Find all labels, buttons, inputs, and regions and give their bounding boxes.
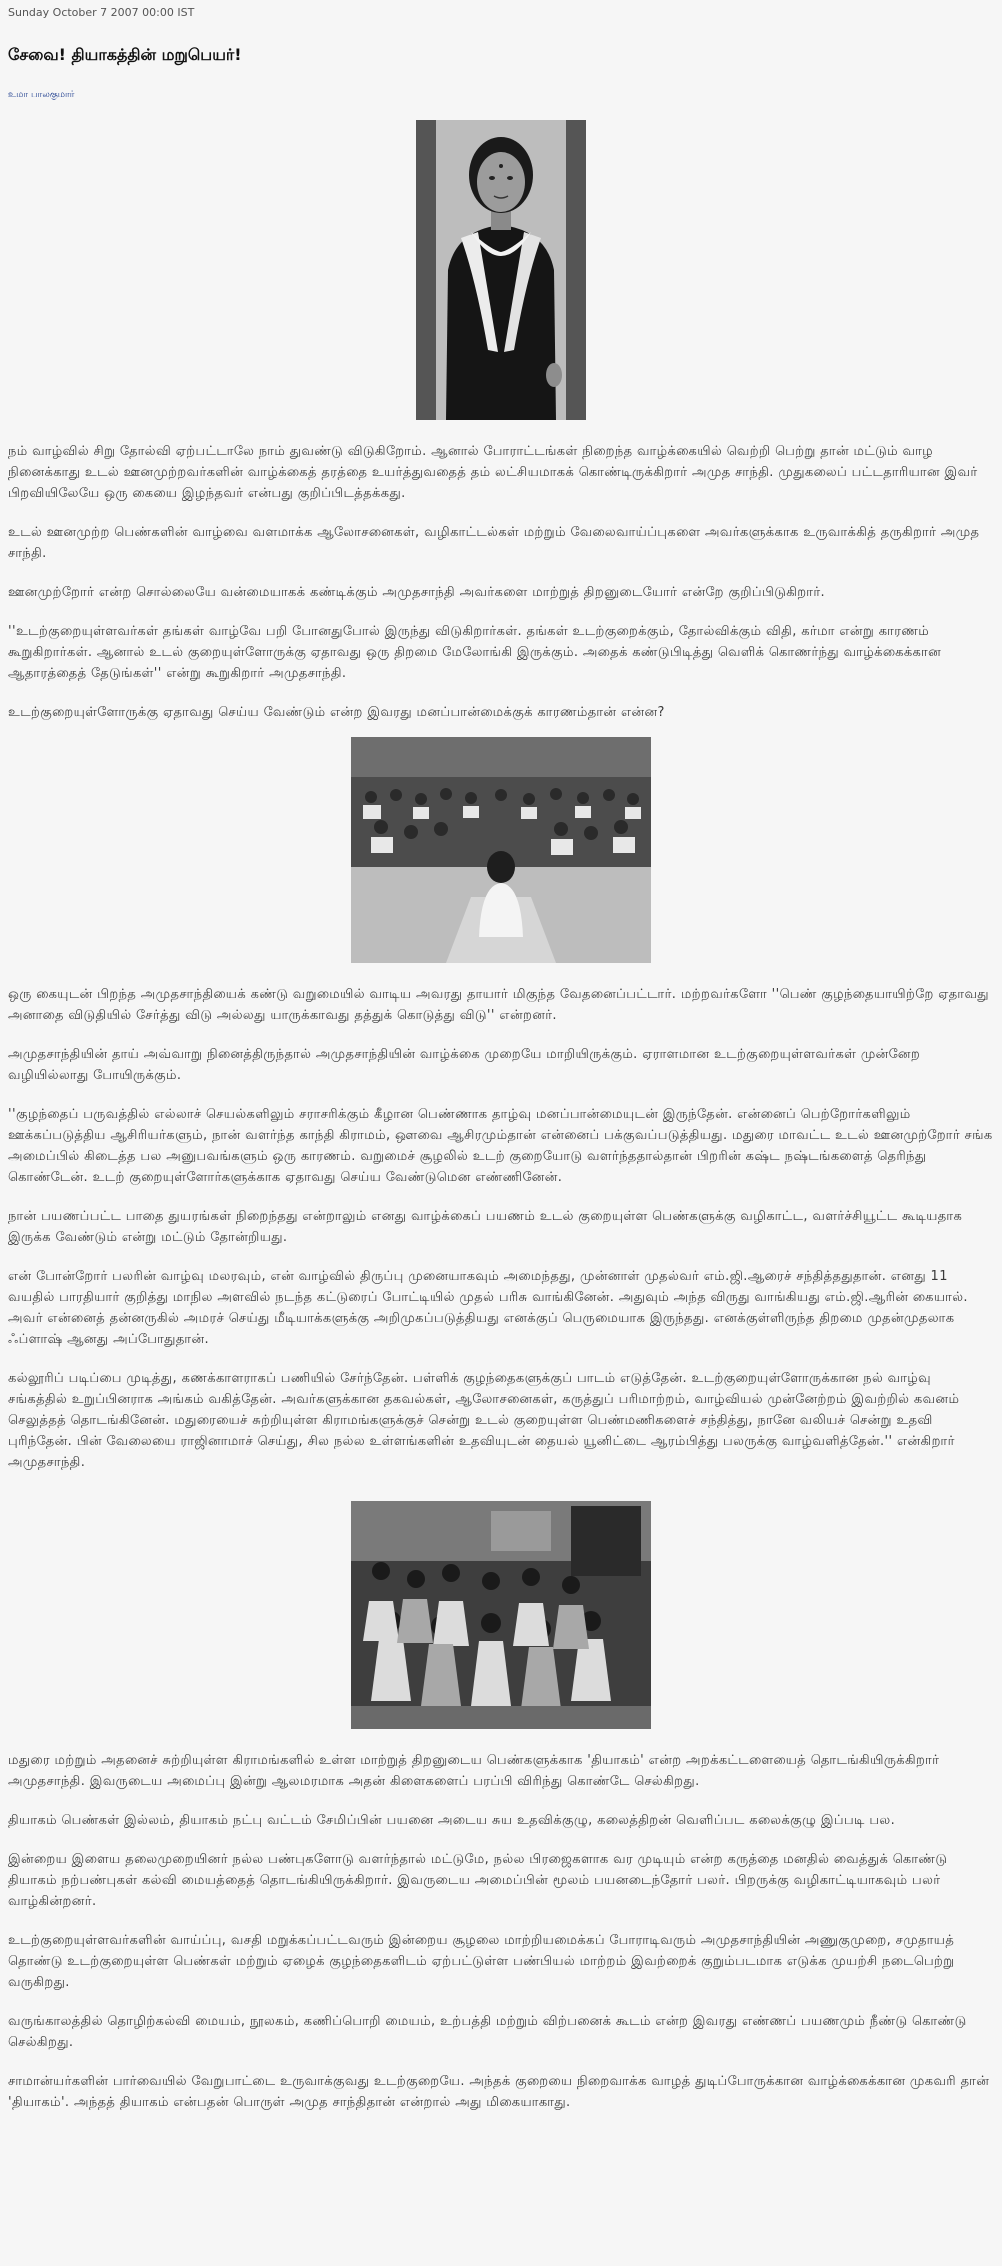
author-link[interactable]: உமா பாலகுமார் xyxy=(8,90,75,100)
women-group-image xyxy=(351,1501,651,1729)
portrait-photo xyxy=(416,120,586,420)
portrait-image xyxy=(416,120,586,420)
paragraph: உடல் ஊனமுற்ற பெண்களின் வாழ்வை வளமாக்க ஆலோசனைகள், வழிகாட்டல்கள் மற்றும் வேலைவாய்ப்புகளை அவர்களுக்காக உருவாக்கித் தருகிறார் அமுத சாந்தி. xyxy=(8,525,980,561)
paragraph: நான் பயணப்பட்ட பாதை துயரங்கள் நிறைந்தது என்றாலும் எனது வாழ்க்கைப் பயணம் உடல் குறையுள்ள பெண்களுக்கு வழிகாட்ட, வளர்ச்சியூட்ட கூடியதாக இருக்க வேண்டும் என்று மட்டும் தோன்றியது. xyxy=(8,1209,963,1245)
article-title: சேவை! தியாகத்தின் மறுபெயர்! xyxy=(8,45,242,64)
paragraph: ஒரு கையுடன் பிறந்த அமுதசாந்தியைக் கண்டு வறுமையில் வாடிய அவரது தாயார் மிகுந்த வேதனைப்பட்டார். மற்றவர்களோ ''பெண் குழந்தையாயிற்றே ஏதாவது அனாதை விடுதியில் சேர்த்து விடு அல்லது யாருக்காவது தத்துக் கொடுத்து விடு'' என்றனர். xyxy=(8,987,989,1023)
paragraph: ''குழந்தைப் பருவத்தில் எல்லாச் செயல்களிலும் சராசரிக்கும் கீழான பெண்ணாக தாழ்வு மனப்பான்மையுடன் இருந்தேன். என்னைப் பெற்றோர்களிலும் ஊக்கப்படுத்திய ஆசிரியர்களும், நான் வளர்ந்த காந்தி கிராமம், ஔவை ஆசிரமும்தான் என்னைப் பக்குவப்படுத்தியது. மதுரை மாவட்ட உடல் ஊனமுற்றோர் சங்க அமைப்பில் கிடைத்த பல அனுபவங்களும் ஒரு காரணம். வறுமைச் சூழலில் உடற் குறையோடு வளர்ந்ததால்தான் பிறரின் கஷ்ட நஷ்டங்களைத் தெரிந்து கொண்டேன். உடற் குறையுள்ளோர்களுக்காக ஏதாவது செய்ய வேண்டுமென எண்ணினேன். xyxy=(8,1107,993,1185)
paragraph: உடற்குறையுள்ளோருக்கு ஏதாவது செய்ய வேண்டும் என்ற இவரது மனப்பான்மைக்குக் காரணம்தான் என்ன? xyxy=(8,705,665,720)
dateline: Sunday October 7 2007 00:00 IST xyxy=(8,6,195,19)
gathering-image xyxy=(351,737,651,963)
paragraph: வருங்காலத்தில் தொழிற்கல்வி மையம், நூலகம், கணிப்பொறி மையம், உற்பத்தி மற்றும் விற்பனைக் கூடம் என்ற இவரது எண்ணப் பயணமும் நீண்டு கொண்டு செல்கிறது. xyxy=(8,2014,967,2050)
paragraph: கல்லூரிப் படிப்பை முடித்து, கணக்காளராகப் பணியில் சேர்ந்தேன். பள்ளிக் குழந்தைகளுக்குப் பாடம் எடுத்தேன். உடற்குறையுள்ளோருக்கான நல் வாழ்வு சங்கத்தில் உறுப்பினராக அங்கம் வகித்தேன். அவர்களுக்கான தகவல்கள், ஆலோசனைகள், கருத்துப் பரிமாற்றம், வாழ்வியல் முன்னேற்றம் இவற்றில் கவனம் செலுத்தத் தொடங்கினேன். மதுரையைச் சுற்றியுள்ள கிராமங்களுக்குச் சென்று உடல் குறையுள்ள பெண்மணிகளைச் சந்தித்து, நானே வலியச் சென்று உதவி புரிந்தேன். பின் வேலையை ராஜினாமாச் செய்து, சில நல்ல உள்ளங்களின் உதவியுடன் தையல் யூனிட்டை ஆரம்பித்து பலருக்கு வாழ்வளித்தேன்.'' என்கிறார் அமுதசாந்தி. xyxy=(8,1371,960,1470)
paragraph: நம் வாழ்வில் சிறு தோல்வி ஏற்பட்டாலே நாம் துவண்டு விடுகிறோம். ஆனால் போராட்டங்கள் நிறைந்த வாழ்க்கையில் வெற்றி பெற்று தான் மட்டும் வாழ நினைக்காது உடல் ஊனமுற்றவர்களின் வாழ்க்கைத் தரத்தை உயர்த்துவதைத் தம் லட்சியமாகக் கொண்டிருக்கிறார் அமுத சாந்தி. முதுகலைப் பட்டதாரியான இவர் பிறவியிலேயே ஒரு கையை இழந்தவர் என்பது குறிப்பிடத்தக்கது. xyxy=(8,444,978,501)
paragraph: தியாகம் பெண்கள் இல்லம், தியாகம் நட்பு வட்டம் சேமிப்பின் பயனை அடைய சுய உதவிக்குழு, கலைத்திறன் வெளிப்பட கலைக்குழு இப்படி பல. xyxy=(8,1813,896,1828)
gathering-photo xyxy=(351,737,651,963)
paragraph: உடற்குறையுள்ளவர்களின் வாய்ப்பு, வசதி மறுக்கப்பட்டவரும் இன்றைய சூழலை மாற்றியமைக்கப் போராடிவரும் அமுதசாந்தியின் அணுகுமுறை, சமுதாயத் தொண்டு உடற்குறையுள்ள பெண்கள் மற்றும் ஏழைக் குழந்தைகளிடம் ஏற்பட்டுள்ள பண்பியல் மாற்றம் இவற்றைக் குறும்படமாக எடுக்க முயற்சி நடைபெற்று வருகிறது. xyxy=(8,1933,955,1990)
paragraph: ஊனமுற்றோர் என்ற சொல்லையே வன்மையாகக் கண்டிக்கும் அமுதசாந்தி அவர்களை மாற்றுத் திறனுடையோர் என்றே குறிப்பிடுகிறார். xyxy=(8,585,826,600)
women-group-photo xyxy=(351,1501,651,1729)
paragraph: என் போன்றோர் பலரின் வாழ்வு மலரவும், என் வாழ்வில் திருப்பு முனையாகவும் அமைந்தது, முன்னாள் முதல்வர் எம்.ஜி.ஆரைச் சந்தித்ததுதான். எனது 11 வயதில் பாரதியார் குறித்து மாநில அளவில் நடந்த கட்டுரைப் போட்டியில் முதல் பரிசு வாங்கினேன். அதுவும் அந்த விருது வாங்கியது எம்.ஜி.ஆரின் கையால். அவர் என்னைத் தன்னருகில் அமரச் செய்து மீடியாக்களுக்கு அறிமுகப்படுத்தியது எனக்குப் பெருமையாக இருந்தது. எனக்குள்ளிருந்த திறமை முதன்முதலாக ஃப்ளாஷ் ஆனது அப்போதுதான். xyxy=(8,1269,968,1347)
paragraph: அமுதசாந்தியின் தாய் அவ்வாறு நினைத்திருந்தால் அமுதசாந்தியின் வாழ்க்கை முறையே மாறியிருக்கும். ஏராளமான உடற்குறையுள்ளவர்கள் முன்னேற வழியில்லாது போயிருக்கும். xyxy=(8,1047,921,1083)
paragraph: மதுரை மற்றும் அதனைச் சுற்றியுள்ள கிராமங்களில் உள்ள மாற்றுத் திறனுடைய பெண்களுக்காக 'தியாகம்' என்ற அறக்கட்டளையைத் தொடங்கியிருக்கிறார் அமுதசாந்தி. இவருடைய அமைப்பு இன்று ஆலமரமாக அதன் கிளைகளைப் பரப்பி விரிந்து கொண்டே செல்கிறது. xyxy=(8,1753,940,1789)
paragraph: சாமான்யர்களின் பார்வையில் வேறுபாட்டை உருவாக்குவது உடற்குறையே. அந்தக் குறையை நிறைவாக்க வாழத் துடிப்போருக்கான வாழ்க்கைக்கான முகவரி தான் 'தியாகம்'. அந்தத் தியாகம் என்பதன் பொருள் அமுத சாந்திதான் என்றால் அது மிகையாகாது. xyxy=(8,2074,990,2110)
paragraph: ''உடற்குறையுள்ளவர்கள் தங்கள் வாழ்வே பறி போனதுபோல் இருந்து விடுகிறார்கள். தங்கள் உடற்குறைக்கும், தோல்விக்கும் விதி, கர்மா என்று காரணம் கூறுகிறார்கள். ஆனால் உடல் குறையுள்ளோருக்கு ஏதாவது ஒரு திறமை மேலோங்கி இருக்கும். அதைக் கண்டுபிடித்து வெளிக் கொணர்ந்து வாழ்க்கைக்கான ஆதாரத்தைத் தேடுங்கள்'' என்று கூறுகிறார் அமுதசாந்தி. xyxy=(8,624,942,681)
paragraph: இன்றைய இளைய தலைமுறையினர் நல்ல பண்புகளோடு வளர்ந்தால் மட்டுமே, நல்ல பிரஜைகளாக வர முடியும் என்ற கருத்தை மனதில் வைத்துக் கொண்டு தியாகம் நற்பண்புகள் கல்வி மையத்தைத் தொடங்கியிருக்கிறார். இவருடைய அமைப்பின் மூலம் பயனடைந்தோர் பலர். பிறருக்கு வழிகாட்டியாகவும் பலர் வாழ்கின்றனர். xyxy=(8,1852,948,1909)
